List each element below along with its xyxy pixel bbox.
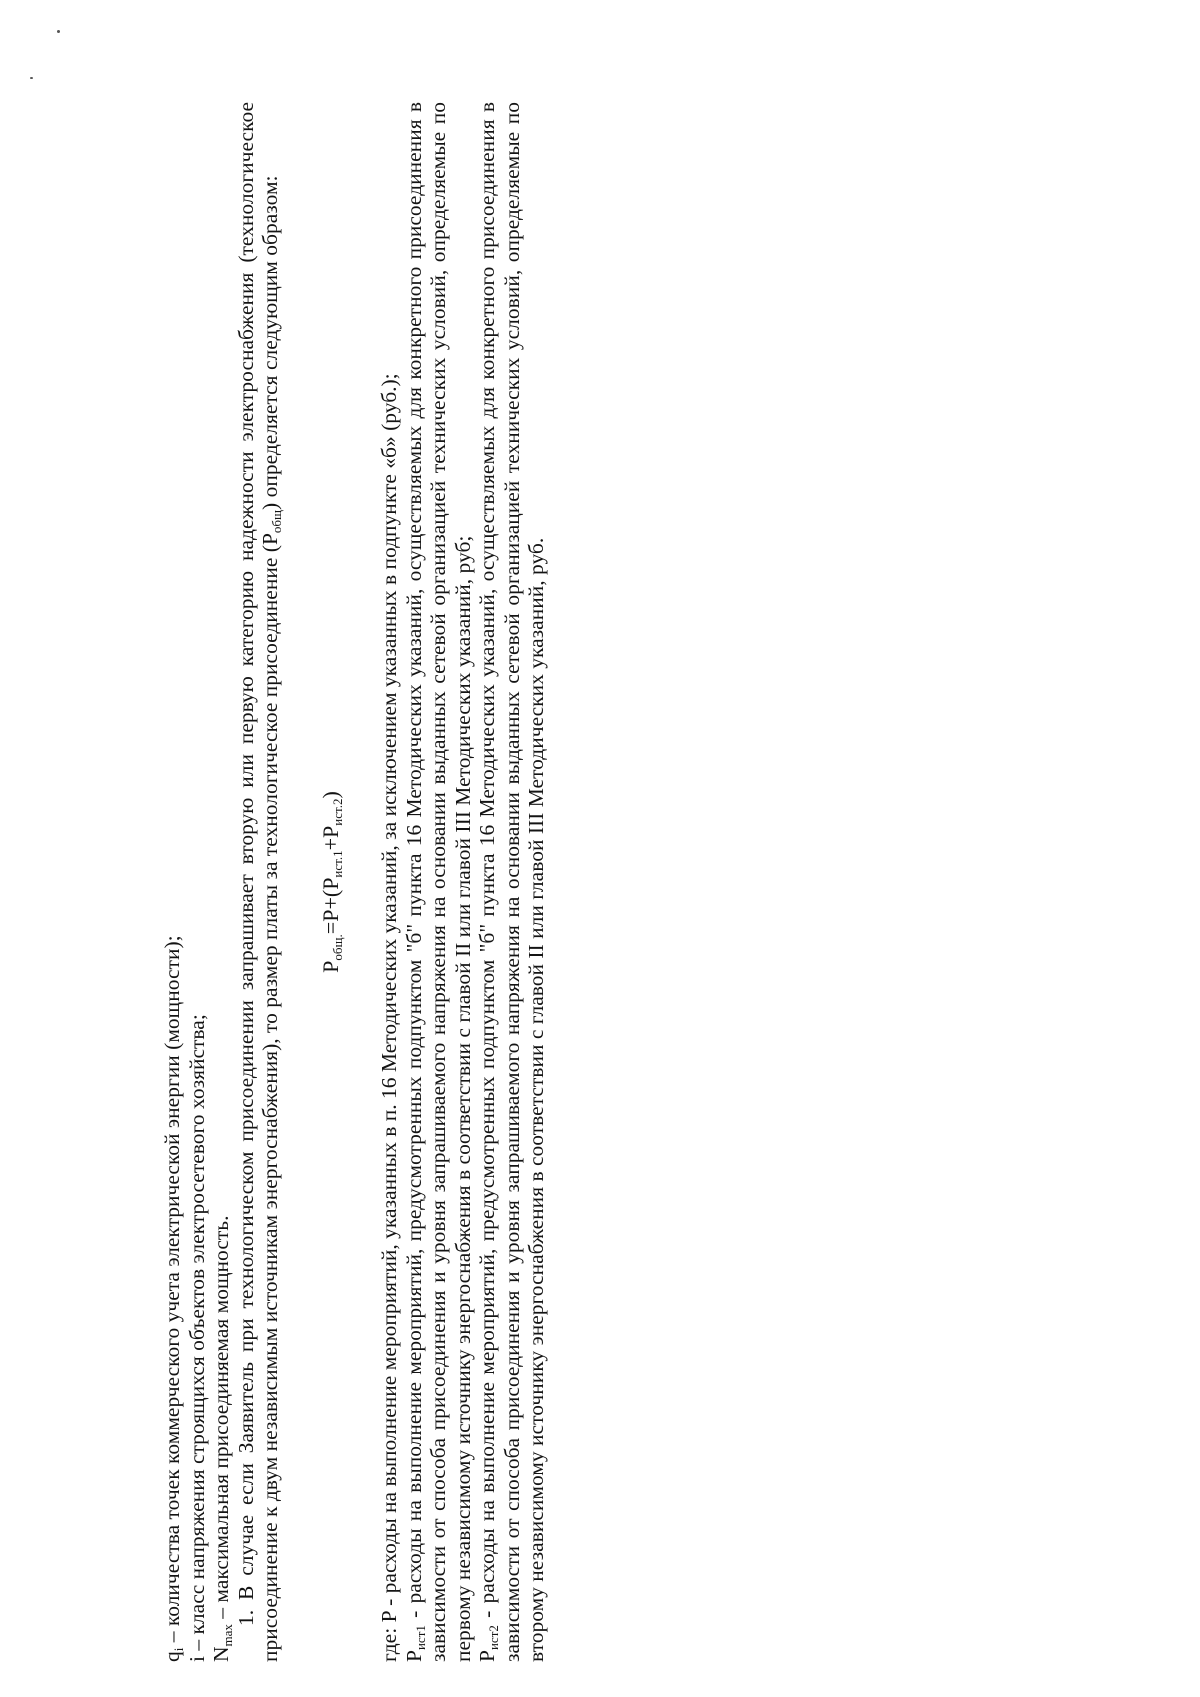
paragraph-number: 1. (233, 1609, 258, 1626)
where-pist1-definition: $P_{ист1}$ - расходы на выполнение мероприятий, предусмотренных подпунктом "б" пункта 16 Методических указаний, осуществляемых для конкретного присоединения в зависимости от способа присоединения и уровня запрашиваемого напряжения на основании выданных сетевой организацией технических условий, определяемые по первому независимому источнику энергоснабжения в соответствии с главой II или главой III Методических указаний, руб; (401, 102, 475, 1662)
formula: $P_{общ.}=P+(P_{ист.1}+P_{ист.2})$ (317, 791, 345, 973)
definition-nmax: $N_{max}$ – максимальная присоединяемая мощность. (209, 1215, 235, 1662)
paragraph-1: 1. В случае если Заявитель при технологическом присоединении запрашивает вторую или первую категорию надежности электроснабжения (технологическое присоединение к двум независимым источникам энергоснабжения), то размер платы за технологическое присоединение $(P_{общ})$ определяется следующим образом: (233, 102, 284, 1662)
scan-speck (57, 30, 60, 33)
rotated-text-block (160, 102, 549, 1662)
scan-speck (30, 77, 33, 79)
where-p-definition: где: P - расходы на выполнение мероприятий, указанных в п. 16 Методических указаний, за исключением указанных в подпункте «б» (руб.); (377, 373, 401, 1662)
where-pist2-definition: $P_{ист2}$ - расходы на выполнение мероприятий, предусмотренных подпунктом "б" пункта 16 Методических указаний, осуществляемых для конкретного присоединения в зависимости от способа присоединения и уровня запрашиваемого напряжения на основании выданных сетевой организацией технических условий, определяемые по второму независимому источнику энергоснабжения в соответствии с главой II или главой III Методических указаний, руб. (475, 102, 548, 1662)
definition-i: i – класс напряжения строящихся объектов электросетевого хозяйства; (184, 1014, 209, 1662)
definition-qi: $q_i$ – количества точек коммерческого учета электрической энергии (мощности); (160, 935, 186, 1662)
